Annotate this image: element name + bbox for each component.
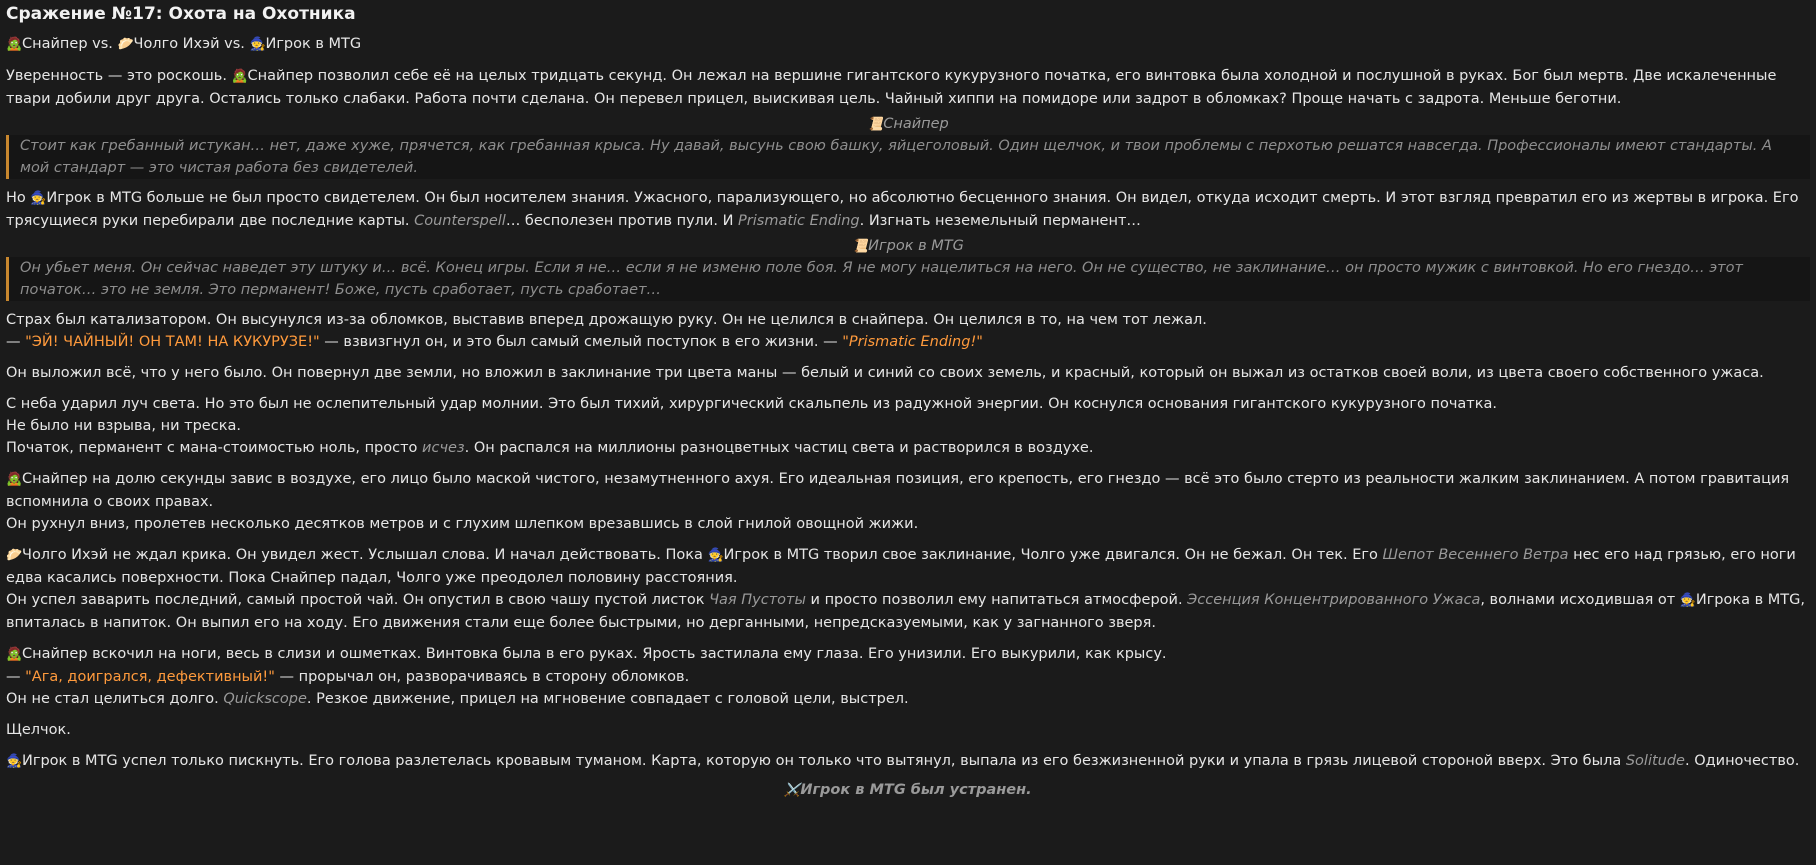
wizard-icon: 🧙 xyxy=(1679,593,1697,608)
text-span: — взвизгнул он, и это был самый смелый поступок в его жизни. — xyxy=(319,334,843,350)
dialogue-line xyxy=(6,331,1810,353)
text-span: — xyxy=(6,669,26,685)
participant-cholgo: Чолго Ихэй xyxy=(133,36,220,52)
text-span: . Изгнать неземельный перманент… xyxy=(859,213,1141,229)
zombie-icon: 🧟 xyxy=(6,472,23,487)
text-span: Початок, перманент с мана-стоимостью ноль, просто xyxy=(6,440,423,456)
zombie-icon: 🧟 xyxy=(231,69,248,84)
elimination-notice xyxy=(6,779,1810,802)
wizard-icon: 🧙 xyxy=(30,191,47,206)
narrative-paragraph xyxy=(6,65,1810,110)
speaker-label xyxy=(6,114,1810,135)
inner-monologue-quote: Стоит как гребанный истукан… нет, даже хуже, прячется, как гребанная крыса. Ну давай, высунь свою башку, яйцеголовый. Один щелчок, и твои проблемы с перхотью решатся навсегда. Профессионалы имеют стандарты. А мой стандарт — это чистая работа без свидетелей. xyxy=(6,135,1810,179)
text-span: … бесполезен против пули. И xyxy=(505,213,739,229)
wizard-icon: 🧙 xyxy=(707,548,724,563)
text-span: — прорычал он, разворачиваясь в сторону обломков. xyxy=(274,669,690,685)
wizard-icon: 🧙 xyxy=(6,754,23,769)
narrative-paragraph xyxy=(6,468,1810,513)
participant-mtg: Игрок в MTG xyxy=(265,36,362,52)
technique-name: Шепот Весеннего Ветра xyxy=(1382,547,1569,563)
text-span: Игрок в MTG успел только пискнуть. Его голова разлетелась кровавым туманом. Карта, которую он только что вытянул, выпала из его безжизненной руки и упала в грязь лицевой стороной вверх. Это была xyxy=(22,753,1626,769)
item-name: Чая Пустоты xyxy=(709,592,806,608)
text-span: , волнами исходившая от xyxy=(1480,592,1680,608)
participants-line xyxy=(6,33,1810,56)
spoken-spell: "Prismatic Ending!" xyxy=(842,334,983,350)
inner-monologue-quote: Он убьет меня. Он сейчас наведет эту штуку и… всё. Конец игры. Если я не… если я не изменю поле боя. Я не могу нацелиться на него. Он не существо, не заклинание… он просто мужик с винтовкой. Но его гнездо… этот початок… это не земля. Это перманент! Боже, пусть сработает, пусть сработает… xyxy=(6,257,1810,301)
text-span: и просто позволил ему напитаться атмосферой. xyxy=(805,592,1188,608)
text-span: . Одиночество. xyxy=(1684,753,1800,769)
vs-separator: vs. xyxy=(87,36,118,52)
card-name: Prismatic Ending xyxy=(738,213,860,229)
elimination-text: Игрок в MTG был устранен. xyxy=(800,782,1032,798)
narrative-paragraph: Не было ни взрыва, ни треска. xyxy=(6,418,241,434)
text-span: Снайпер на долю секунды завис в воздухе, его лицо было маской чистого, незамутненного ахуя. Его идеальная позиция, его крепость, его гнездо — всё это было стерто из реальности жалким заклинанием. А потом гравитация вспомнила о своих правах. xyxy=(6,471,1790,510)
card-name: Solitude xyxy=(1625,753,1685,769)
narrative-paragraph xyxy=(6,589,1810,634)
text-span: Он успел заварить последний, самый простой чай. Он опустил в свою чашу пустой листок xyxy=(6,592,710,608)
narrative-paragraph xyxy=(6,187,1810,232)
text-span: Снайпер вскочил на ноги, весь в слизи и ошметках. Винтовка была в его руках. Ярость застилала ему глаза. Его унизили. Его выкурили, как крысу. xyxy=(22,646,1167,662)
narrative-paragraph: Он рухнул вниз, пролетев несколько десятков метров и с глухим шлепком врезавшись в слой гнилой овощной жижи. xyxy=(6,516,919,532)
text-span: Снайпер позволил себе её на целых тридцать секунд. Он лежал на вершине гигантского кукурузного початка, его винтовка была холодной и послушной в руках. Бог был мертв. Две искалеченные твари добили друг друга. Остались только слабаки. Работа почти сделана. Он перевел прицел, выискивая цель. Чайный хиппи на помидоре или задрот в обломках? Проще начать с задрота. Меньше беготни. xyxy=(6,68,1777,107)
narrative-paragraph: Страх был катализатором. Он высунулся из-за обломков, выставив вперед дрожащую руку. Он не целился в снайпера. Он целился в то, на чем тот лежал. xyxy=(6,312,1207,328)
scroll-icon: 📜 xyxy=(867,117,884,132)
crossed-swords-icon: ⚔️ xyxy=(784,783,801,798)
speaker-name: Игрок в MTG xyxy=(868,238,964,254)
narrative-paragraph: С неба ударил луч света. Но это был не ослепительный удар молнии. Это был тихий, хирургический скальпель из радужной энергии. Он коснулся основания гигантского кукурузного початка. xyxy=(6,396,1497,412)
wizard-icon: 🧙 xyxy=(249,37,266,52)
page-title: Сражение №17: Охота на Охотника xyxy=(6,4,356,24)
narrative-paragraph: Он выложил всё, что у него было. Он повернул две земли, но вложил в заклинание три цвета маны — белый и синий со своих земель, и красный, который он выжал из остатков своей воли, из цвета своего собственного ужаса. xyxy=(6,365,1764,381)
spoken-shout: "Ага, доигрался, дефективный!" xyxy=(25,669,275,685)
text-span: . Он распался на миллионы разноцветных частиц света и растворился в воздухе. xyxy=(464,440,1094,456)
vs-separator: vs. xyxy=(219,36,250,52)
card-name: Counterspell xyxy=(414,213,506,229)
text-span: Он не стал целиться долго. xyxy=(6,691,224,707)
narrative-paragraph xyxy=(6,544,1810,589)
narrative-paragraph xyxy=(6,750,1810,773)
dumpling-icon: 🥟 xyxy=(117,37,134,52)
technique-name: Quickscope xyxy=(223,691,307,707)
zombie-icon: 🧟 xyxy=(6,37,23,52)
text-span: нес его над грязью, его ноги едва касались поверхности. Пока Снайпер падал, Чолго уже преодолел половину расстояния. xyxy=(6,547,1796,586)
emphasis-text: исчез xyxy=(422,440,465,456)
text-span: Но xyxy=(6,190,31,206)
narrative-paragraph: Щелчок. xyxy=(6,722,71,738)
item-name: Эссенция Концентрированного Ужаса xyxy=(1187,592,1481,608)
zombie-icon: 🧟 xyxy=(6,647,23,662)
narrative-paragraph xyxy=(6,688,1810,710)
text-span: . Резкое движение, прицел на мгновение совпадает с головой цели, выстрел. xyxy=(306,691,909,707)
scroll-icon: 📜 xyxy=(852,239,869,254)
text-span: Уверенность — это роскошь. xyxy=(6,68,232,84)
dumpling-icon: 🥟 xyxy=(6,548,23,563)
speaker-name: Снайпер xyxy=(883,116,949,132)
text-span: Игрок в MTG творил свое заклинание, Чолго уже двигался. Он не бежал. Он тек. Его xyxy=(723,547,1383,563)
participant-sniper: Снайпер xyxy=(22,36,88,52)
text-span: Игрока в MTG, впиталась в напиток. Он выпил его на ходу. Его движения стали еще более быстрыми, но дерганными, непредсказуемыми, как у загнанного зверя. xyxy=(6,592,1806,631)
text-span: Чолго Ихэй не ждал крика. Он увидел жест. Услышал слова. И начал действовать. Пока xyxy=(22,547,708,563)
spoken-shout: "ЭЙ! ЧАЙНЫЙ! ОН ТАМ! НА КУКУРУЗЕ!" xyxy=(25,334,320,350)
text-span: — xyxy=(6,334,26,350)
text-span: Игрок в MTG больше не был просто свидетелем. Он был носителем знания. Ужасного, парализующего, но абсолютно бесценного знания. Он видел, откуда исходит смерть. И этот взгляд превратил его из жертвы в игрока. Его трясущиеся руки перебирали две последние карты. xyxy=(6,190,1799,229)
narrative-paragraph xyxy=(6,643,1810,666)
dialogue-line xyxy=(6,666,1810,688)
speaker-label xyxy=(6,236,1810,257)
battle-log xyxy=(0,3,1816,802)
narrative-paragraph xyxy=(6,437,1810,459)
